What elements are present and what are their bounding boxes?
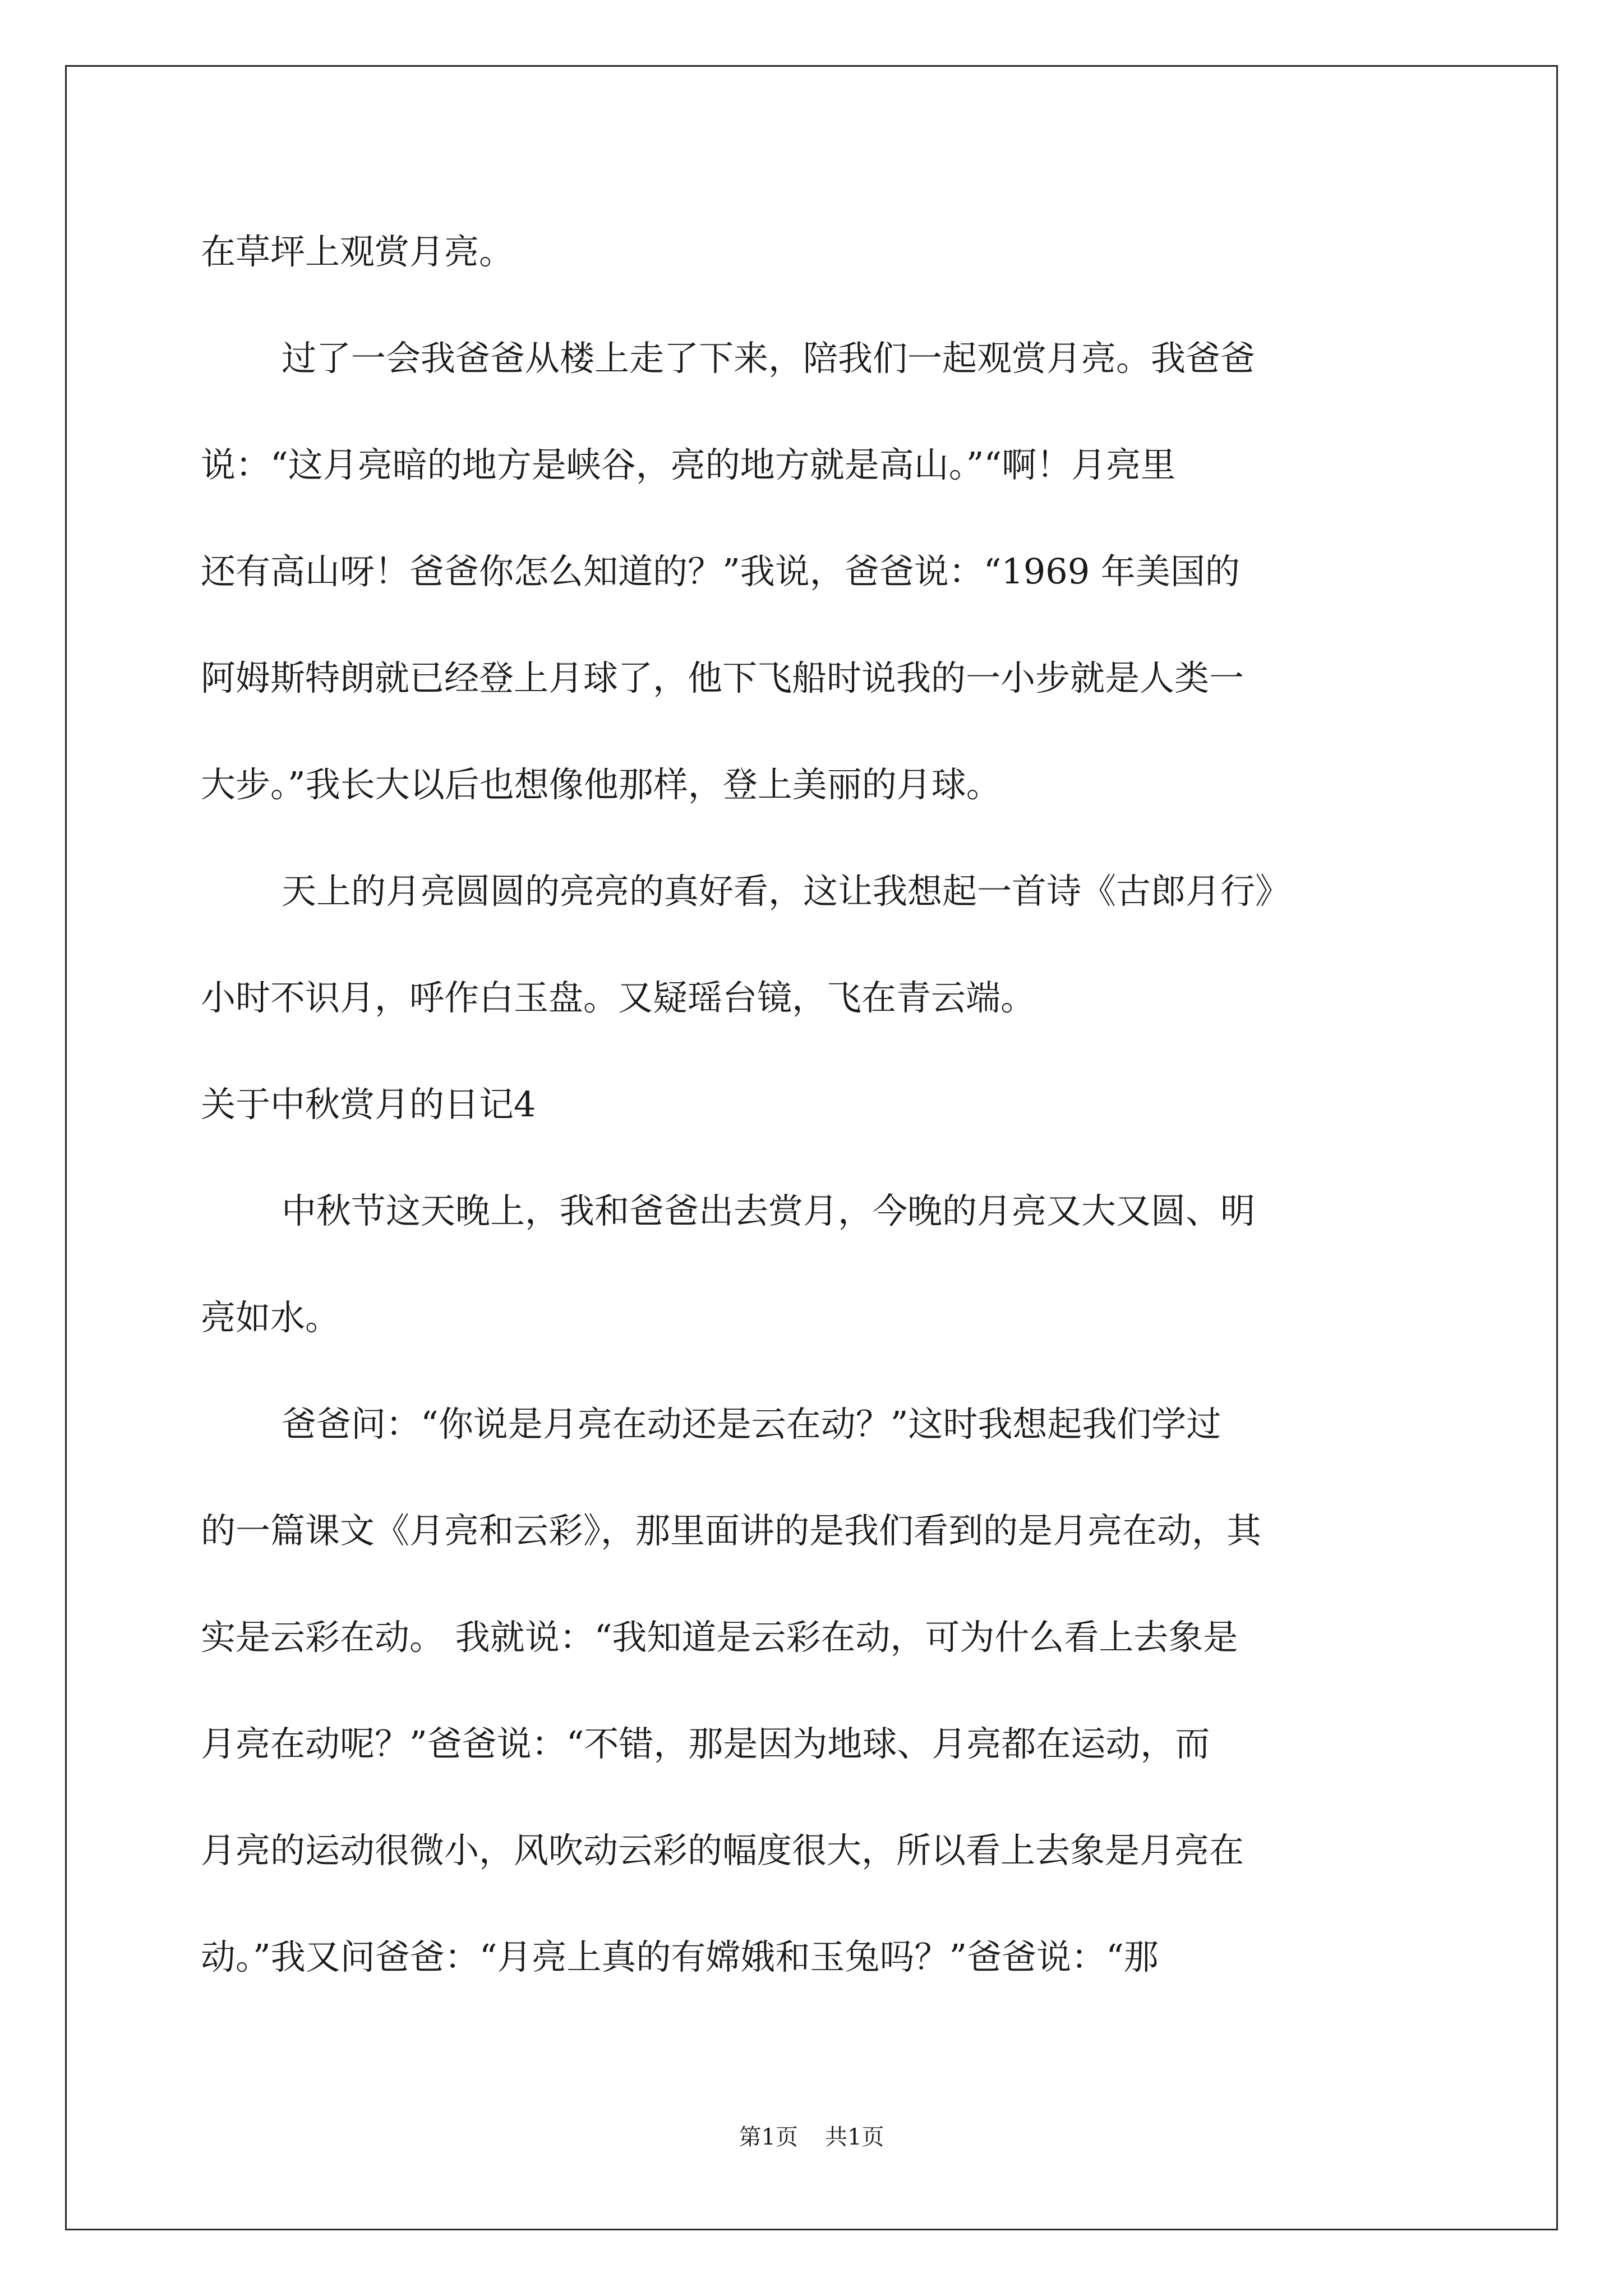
page-number: 第1页 [739, 2124, 798, 2150]
text-line: 天上的月亮圆圆的亮亮的真好看，这让我想起一首诗《古郎月行》 [282, 871, 1290, 912]
text-line: 月亮的运动很微小，风吹动云彩的幅度很大，所以看上去象是月亮在 [201, 1830, 1244, 1871]
text-line: 实是云彩在动。 我就说：“我知道是云彩在动，可为什么看上去象是 [201, 1617, 1238, 1658]
text-line: 中秋节这天晚上，我和爸爸出去赏月，今晚的月亮又大又圆、明 [282, 1190, 1256, 1231]
text-line: 动。”我又问爸爸：“月亮上真的有嫦娥和玉兔吗？”爸爸说：“那 [201, 1936, 1159, 1977]
text-line: 说：“这月亮暗的地方是峡谷，亮的地方就是高山。”“啊！月亮里 [201, 444, 1176, 485]
text-line: 亮如水。 [201, 1297, 340, 1338]
page-count: 共1页 [825, 2124, 884, 2150]
text-line: 的一篇课文《月亮和云彩》，那里面讲的是我们看到的是月亮在动，其 [201, 1510, 1262, 1551]
section-heading: 关于中秋赏月的日记4 [201, 1084, 536, 1125]
page-border [65, 65, 1558, 2230]
text-line: 小时不识月，呼作白玉盘。又疑瑶台镜，飞在青云端。 [201, 977, 1036, 1018]
text-line: 大步。”我长大以后也想像他那样，登上美丽的月球。 [201, 764, 1001, 805]
text-line: 还有高山呀！爸爸你怎么知道的？”我说，爸爸说：“1969 年美国的 [201, 551, 1240, 592]
text-line: 过了一会我爸爸从楼上走了下来，陪我们一起观赏月亮。我爸爸 [282, 338, 1256, 379]
text-line: 爸爸问：“你说是月亮在动还是云在动？”这时我想起我们学过 [282, 1404, 1221, 1444]
text-line: 阿姆斯特朗就已经登上月球了，他下飞船时说我的一小步就是人类一 [201, 657, 1244, 698]
text-line: 在草坪上观赏月亮。 [201, 231, 514, 272]
page-footer [0, 2126, 1623, 2148]
text-line: 月亮在动呢？”爸爸说：“不错，那是因为地球、月亮都在运动，而 [201, 1723, 1210, 1764]
